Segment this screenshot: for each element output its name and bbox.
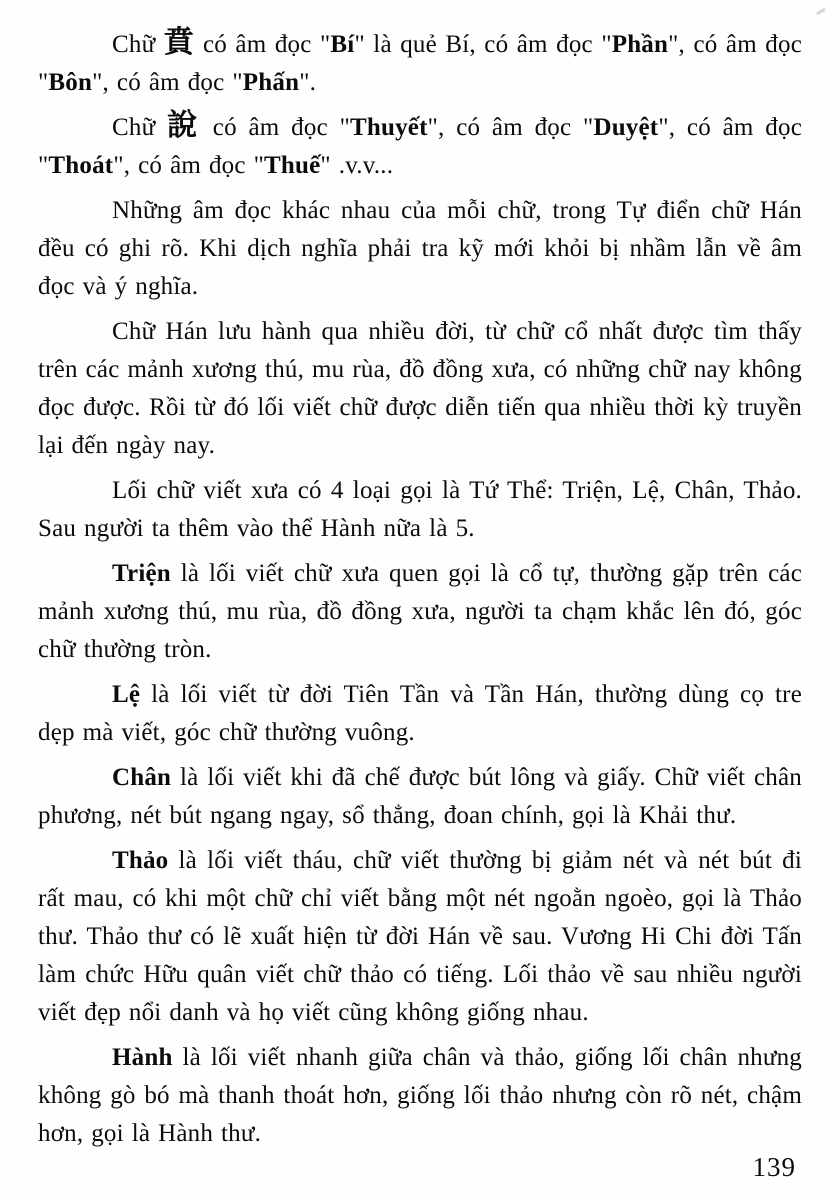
text-run: Lối chữ viết xưa có 4 loại gọi là Tứ Thể: Triện, Lệ, Chân, Thảo. Sau người ta thêm vào thể Hành nữa là 5. [38, 477, 802, 542]
scan-artifact [816, 8, 826, 16]
text-run: Chữ [112, 31, 164, 58]
paragraph [38, 472, 802, 548]
bold-term: Thoát [48, 152, 114, 179]
bold-term: Duyệt [593, 114, 659, 141]
paragraph [38, 842, 802, 1032]
paragraph [38, 1039, 802, 1153]
text-run: là lối viết tháu, chữ viết thường bị giảm nét và nét bút đi rất mau, có khi một chữ chỉ viết bằng một nét ngoằn ngoèo, gọi là Thảo thư. Thảo thư có lẽ xuất hiện từ đời Hán về sau. Vương Hi Chi đời Tấn làm chức Hữu quân viết chữ thảo có tiếng. Lối thảo về sau nhiều người viết đẹp nổi danh và họ viết cũng không giống nhau. [38, 847, 802, 1026]
paragraph [38, 759, 802, 835]
text-run: ". [299, 69, 317, 96]
bold-term: Phấn [242, 69, 300, 96]
page-body [38, 26, 802, 1160]
text-run: là lối viết nhanh giữa chân và thảo, giống lối chân nhưng không gò bó mà thanh thoát hơn, giống lối thảo nhưng còn rõ nét, chậm hơn, gọi là Hành thư. [38, 1044, 802, 1147]
paragraph [38, 109, 802, 185]
text-run: có âm đọc " [201, 114, 351, 141]
bold-term: Bí [330, 31, 355, 58]
bold-term: Hành [112, 1044, 173, 1071]
paragraph [38, 676, 802, 752]
text-run: " là quẻ Bí, có âm đọc " [354, 31, 612, 58]
bold-term: Thuyết [350, 114, 428, 141]
text-run: ", có âm đọc " [38, 114, 803, 179]
bold-term: Thảo [112, 847, 169, 874]
text-run: " .v.v... [320, 152, 394, 179]
text-run: có âm đọc " [194, 31, 331, 58]
paragraph [38, 313, 802, 465]
bold-term: Thuế [264, 152, 321, 179]
text-run: là lối viết khi đã chế được bút lông và giấy. Chữ viết chân phương, nét bút ngang ngay, sổ thẳng, đoan chính, gọi là Khải thư. [38, 764, 802, 829]
paragraph [38, 26, 802, 102]
text-run: Chữ Hán lưu hành qua nhiều đời, từ chữ cổ nhất được tìm thấy trên các mảnh xương thú, mu rùa, đồ đồng xưa, có những chữ nay không đọc được. Rồi từ đó lối viết chữ được diễn tiến qua nhiều thời kỳ truyền lại đến ngày nay. [38, 318, 802, 459]
text-run: Chữ [112, 114, 168, 141]
paragraph [38, 192, 802, 306]
text-run: ", có âm đọc " [427, 114, 594, 141]
bold-term: Lệ [112, 681, 141, 708]
bold-term: Triện [112, 560, 171, 587]
page-number: 139 [752, 1152, 796, 1182]
text-run: ", có âm đọc " [38, 31, 802, 96]
cjk-character: 說 [167, 108, 202, 143]
bold-term: Phần [611, 31, 669, 58]
text-run: là lối viết từ đời Tiên Tần và Tần Hán, thường dùng cọ tre dẹp mà viết, góc chữ thường vuông. [38, 681, 802, 746]
cjk-character: 賁 [163, 25, 195, 60]
paragraph [38, 555, 802, 669]
bold-term: Chân [112, 764, 172, 791]
bold-term: Bôn [48, 69, 93, 96]
text-run: ", có âm đọc " [92, 69, 243, 96]
text-run: Những âm đọc khác nhau của mỗi chữ, trong Tự điển chữ Hán đều có ghi rõ. Khi dịch nghĩa phải tra kỹ mới khỏi bị nhầm lẫn về âm đọc và ý nghĩa. [38, 197, 802, 300]
text-run: ", có âm đọc " [113, 152, 265, 179]
text-run: là lối viết chữ xưa quen gọi là cổ tự, thường gặp trên các mảnh xương thú, mu rùa, đồ đồng xưa, người ta chạm khắc lên đó, góc chữ thường tròn. [38, 560, 802, 663]
